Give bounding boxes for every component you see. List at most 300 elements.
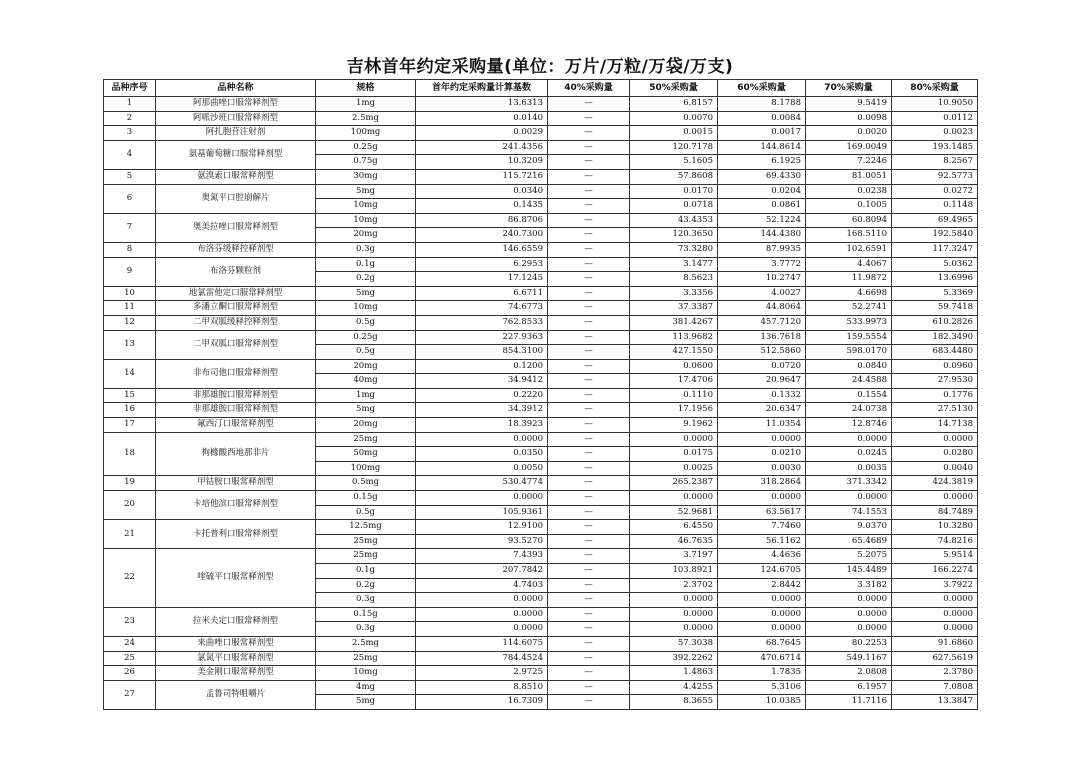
item-number: 19	[104, 476, 156, 491]
base-quantity-cell: 0.0350	[416, 447, 548, 462]
base-quantity-cell: 784.4524	[416, 651, 548, 666]
quantity-70-cell: 6.1957	[806, 680, 892, 695]
quantity-70-cell: 0.0000	[806, 593, 892, 608]
quantity-70-cell: 0.0000	[806, 432, 892, 447]
table-row	[104, 636, 978, 651]
quantity-70-cell: 0.0035	[806, 461, 892, 476]
quantity-80-cell: 0.0000	[892, 432, 978, 447]
base-quantity-cell: 86.8706	[416, 213, 548, 228]
quantity-60-cell: 144.4380	[718, 228, 806, 243]
item-name: 非那雄胺口服常释剂型	[156, 388, 316, 403]
quantity-60-cell: 56.1162	[718, 534, 806, 549]
item-number: 25	[104, 651, 156, 666]
quantity-60-cell: 4.4636	[718, 549, 806, 564]
quantity-40-cell: —	[548, 520, 630, 535]
spec-cell: 0.3g	[316, 593, 416, 608]
item-name: 非那雄胺口服常释剂型	[156, 403, 316, 418]
spec-cell: 20mg	[316, 228, 416, 243]
quantity-60-cell: 6.1925	[718, 155, 806, 170]
quantity-50-cell: 3.7197	[630, 549, 718, 564]
quantity-80-cell: 182.3490	[892, 330, 978, 345]
quantity-80-cell: 84.7489	[892, 505, 978, 520]
spec-cell: 0.5g	[316, 505, 416, 520]
quantity-80-cell: 117.3247	[892, 242, 978, 257]
quantity-80-cell: 0.0000	[892, 593, 978, 608]
base-quantity-cell: 854.3100	[416, 345, 548, 360]
base-quantity-cell: 10.3209	[416, 155, 548, 170]
quantity-70-cell: 3.3182	[806, 578, 892, 593]
spec-cell: 5mg	[316, 695, 416, 710]
table-row	[104, 169, 978, 184]
quantity-60-cell: 0.0000	[718, 432, 806, 447]
item-name: 来曲唑口服常释剂型	[156, 636, 316, 651]
item-name: 阿扎胞苷注射剂	[156, 126, 316, 141]
quantity-70-cell: 24.0738	[806, 403, 892, 418]
base-quantity-cell: 105.9361	[416, 505, 548, 520]
item-number: 2	[104, 111, 156, 126]
spec-cell: 0.5g	[316, 345, 416, 360]
base-quantity-cell: 530.4774	[416, 476, 548, 491]
quantity-60-cell: 10.0385	[718, 695, 806, 710]
quantity-70-cell: 102.6591	[806, 242, 892, 257]
quantity-50-cell: 0.0015	[630, 126, 718, 141]
quantity-50-cell: 113.9682	[630, 330, 718, 345]
base-quantity-cell: 0.1435	[416, 199, 548, 214]
page-title: 吉林首年约定采购量(单位：万片/万粒/万袋/万支)	[346, 57, 734, 77]
quantity-70-cell: 0.1005	[806, 199, 892, 214]
quantity-60-cell: 8.1788	[718, 97, 806, 112]
quantity-40-cell: —	[548, 388, 630, 403]
quantity-70-cell: 0.0000	[806, 491, 892, 506]
quantity-80-cell: 59.7418	[892, 301, 978, 316]
quantity-40-cell: —	[548, 636, 630, 651]
item-name: 枸橼酸西地那非片	[156, 432, 316, 476]
base-quantity-cell: 0.0000	[416, 622, 548, 637]
quantity-40-cell: —	[548, 359, 630, 374]
item-number: 16	[104, 403, 156, 418]
quantity-40-cell: —	[548, 126, 630, 141]
base-quantity-cell: 0.0000	[416, 593, 548, 608]
quantity-70-cell: 159.5554	[806, 330, 892, 345]
spec-cell: 5mg	[316, 403, 416, 418]
quantity-70-cell: 549.1167	[806, 651, 892, 666]
quantity-40-cell: —	[548, 666, 630, 681]
quantity-50-cell: 120.7178	[630, 140, 718, 155]
quantity-50-cell: 17.1956	[630, 403, 718, 418]
item-name: 布洛芬颗粒剂	[156, 257, 316, 286]
header-name: 品种名称	[156, 80, 316, 97]
item-number: 4	[104, 140, 156, 169]
quantity-40-cell: —	[548, 155, 630, 170]
base-quantity-cell: 0.0050	[416, 461, 548, 476]
quantity-60-cell: 10.2747	[718, 272, 806, 287]
base-quantity-cell: 4.7403	[416, 578, 548, 593]
base-quantity-cell: 241.4356	[416, 140, 548, 155]
quantity-40-cell: —	[548, 169, 630, 184]
table-row	[104, 607, 978, 622]
quantity-50-cell: 103.8921	[630, 564, 718, 579]
quantity-60-cell: 63.5617	[718, 505, 806, 520]
quantity-50-cell: 120.3650	[630, 228, 718, 243]
quantity-50-cell: 6.8157	[630, 97, 718, 112]
item-number: 11	[104, 301, 156, 316]
quantity-50-cell: 0.0600	[630, 359, 718, 374]
base-quantity-cell: 13.6313	[416, 97, 548, 112]
item-number: 17	[104, 418, 156, 433]
base-quantity-cell: 16.7309	[416, 695, 548, 710]
base-quantity-cell: 34.3912	[416, 403, 548, 418]
spec-cell: 10mg	[316, 666, 416, 681]
quantity-80-cell: 0.0112	[892, 111, 978, 126]
item-number: 9	[104, 257, 156, 286]
item-number: 3	[104, 126, 156, 141]
table-row	[104, 359, 978, 374]
quantity-60-cell: 0.0030	[718, 461, 806, 476]
quantity-50-cell: 0.0000	[630, 432, 718, 447]
base-quantity-cell: 7.4393	[416, 549, 548, 564]
item-name: 氯氮平口服常释剂型	[156, 651, 316, 666]
quantity-80-cell: 627.5619	[892, 651, 978, 666]
quantity-70-cell: 0.0238	[806, 184, 892, 199]
quantity-60-cell: 0.0084	[718, 111, 806, 126]
base-quantity-cell: 18.3923	[416, 418, 548, 433]
quantity-40-cell: —	[548, 651, 630, 666]
item-number: 13	[104, 330, 156, 359]
header-no: 品种序号	[104, 80, 156, 97]
item-number: 20	[104, 491, 156, 520]
quantity-50-cell: 8.5623	[630, 272, 718, 287]
spec-cell: 100mg	[316, 461, 416, 476]
item-number: 24	[104, 636, 156, 651]
quantity-70-cell: 0.0098	[806, 111, 892, 126]
spec-cell: 0.15g	[316, 491, 416, 506]
quantity-60-cell: 0.0000	[718, 622, 806, 637]
quantity-80-cell: 610.2826	[892, 315, 978, 330]
item-name: 多潘立酮口服常释剂型	[156, 301, 316, 316]
quantity-80-cell: 3.7922	[892, 578, 978, 593]
quantity-40-cell: —	[548, 549, 630, 564]
spec-cell: 0.1g	[316, 257, 416, 272]
quantity-60-cell: 144.8614	[718, 140, 806, 155]
quantity-70-cell: 7.2246	[806, 155, 892, 170]
spec-cell: 0.25g	[316, 330, 416, 345]
quantity-80-cell: 683.4480	[892, 345, 978, 360]
quantity-80-cell: 69.4965	[892, 213, 978, 228]
quantity-80-cell: 0.0023	[892, 126, 978, 141]
item-number: 7	[104, 213, 156, 242]
item-name: 氟西汀口服常释剂型	[156, 418, 316, 433]
spec-cell: 100mg	[316, 126, 416, 141]
item-name: 地氯雷他定口服常释剂型	[156, 286, 316, 301]
base-quantity-cell: 0.0140	[416, 111, 548, 126]
spec-cell: 5mg	[316, 286, 416, 301]
item-name: 二甲双胍口服常释剂型	[156, 330, 316, 359]
quantity-40-cell: —	[548, 111, 630, 126]
quantity-40-cell: —	[548, 345, 630, 360]
quantity-40-cell: —	[548, 140, 630, 155]
item-name: 布洛芬缓释控释剂型	[156, 242, 316, 257]
table-row	[104, 330, 978, 345]
quantity-50-cell: 0.0718	[630, 199, 718, 214]
item-name: 卡托普利口服常释剂型	[156, 520, 316, 549]
item-number: 1	[104, 97, 156, 112]
table-row	[104, 242, 978, 257]
quantity-50-cell: 0.0000	[630, 491, 718, 506]
quantity-80-cell: 27.5130	[892, 403, 978, 418]
item-name: 氨基葡萄糖口服常释剂型	[156, 140, 316, 169]
quantity-60-cell: 0.0000	[718, 491, 806, 506]
quantity-70-cell: 0.0020	[806, 126, 892, 141]
quantity-60-cell: 0.0210	[718, 447, 806, 462]
quantity-40-cell: —	[548, 461, 630, 476]
quantity-50-cell: 17.4706	[630, 374, 718, 389]
quantity-80-cell: 13.6996	[892, 272, 978, 287]
spec-cell: 0.5mg	[316, 476, 416, 491]
quantity-50-cell: 73.3280	[630, 242, 718, 257]
quantity-80-cell: 424.3819	[892, 476, 978, 491]
quantity-70-cell: 81.0051	[806, 169, 892, 184]
spec-cell: 5mg	[316, 184, 416, 199]
quantity-70-cell: 371.3342	[806, 476, 892, 491]
quantity-50-cell: 0.0070	[630, 111, 718, 126]
quantity-40-cell: —	[548, 695, 630, 710]
quantity-60-cell: 0.1332	[718, 388, 806, 403]
quantity-70-cell: 9.0370	[806, 520, 892, 535]
quantity-40-cell: —	[548, 330, 630, 345]
table-row	[104, 549, 978, 564]
quantity-80-cell: 0.1148	[892, 199, 978, 214]
quantity-70-cell: 11.7116	[806, 695, 892, 710]
quantity-40-cell: —	[548, 184, 630, 199]
quantity-80-cell: 8.2567	[892, 155, 978, 170]
quantity-40-cell: —	[548, 97, 630, 112]
header-spec: 规格	[316, 80, 416, 97]
quantity-70-cell: 2.0808	[806, 666, 892, 681]
quantity-50-cell: 2.3702	[630, 578, 718, 593]
quantity-50-cell: 57.8608	[630, 169, 718, 184]
quantity-80-cell: 0.0960	[892, 359, 978, 374]
quantity-50-cell: 8.3655	[630, 695, 718, 710]
spec-cell: 25mg	[316, 432, 416, 447]
quantity-40-cell: —	[548, 578, 630, 593]
table-row	[104, 388, 978, 403]
table-body	[104, 97, 978, 710]
spec-cell: 0.2g	[316, 272, 416, 287]
quantity-60-cell: 4.0027	[718, 286, 806, 301]
quantity-80-cell: 5.3369	[892, 286, 978, 301]
item-number: 18	[104, 432, 156, 476]
quantity-70-cell: 12.8746	[806, 418, 892, 433]
quantity-60-cell: 0.0000	[718, 593, 806, 608]
base-quantity-cell: 2.9725	[416, 666, 548, 681]
quantity-40-cell: —	[548, 242, 630, 257]
quantity-70-cell: 5.2075	[806, 549, 892, 564]
table-row	[104, 651, 978, 666]
item-number: 10	[104, 286, 156, 301]
spec-cell: 0.5g	[316, 315, 416, 330]
spec-cell: 0.2g	[316, 578, 416, 593]
spec-cell: 0.25g	[316, 140, 416, 155]
item-name: 甲钴胺口服常释剂型	[156, 476, 316, 491]
quantity-50-cell: 0.0170	[630, 184, 718, 199]
base-quantity-cell: 0.2220	[416, 388, 548, 403]
spec-cell: 2.5mg	[316, 111, 416, 126]
quantity-60-cell: 3.7772	[718, 257, 806, 272]
quantity-40-cell: —	[548, 272, 630, 287]
quantity-70-cell: 24.4588	[806, 374, 892, 389]
item-name: 卡培他滨口服常释剂型	[156, 491, 316, 520]
quantity-80-cell: 5.9514	[892, 549, 978, 564]
quantity-60-cell: 136.7618	[718, 330, 806, 345]
spec-cell: 20mg	[316, 359, 416, 374]
quantity-40-cell: —	[548, 199, 630, 214]
quantity-50-cell: 0.0175	[630, 447, 718, 462]
spec-cell: 0.3g	[316, 242, 416, 257]
quantity-50-cell: 4.4255	[630, 680, 718, 695]
quantity-60-cell: 5.3106	[718, 680, 806, 695]
quantity-50-cell: 0.0025	[630, 461, 718, 476]
table-row	[104, 432, 978, 447]
quantity-70-cell: 598.0170	[806, 345, 892, 360]
quantity-40-cell: —	[548, 432, 630, 447]
spec-cell: 25mg	[316, 549, 416, 564]
quantity-80-cell: 166.2274	[892, 564, 978, 579]
quantity-40-cell: —	[548, 447, 630, 462]
quantity-80-cell: 0.0280	[892, 447, 978, 462]
quantity-70-cell: 52.2741	[806, 301, 892, 316]
base-quantity-cell: 0.0000	[416, 491, 548, 506]
quantity-80-cell: 92.5773	[892, 169, 978, 184]
item-name: 美金刚口服常释剂型	[156, 666, 316, 681]
spec-cell: 10mg	[316, 199, 416, 214]
table-row	[104, 418, 978, 433]
table-row	[104, 140, 978, 155]
quantity-60-cell: 0.0720	[718, 359, 806, 374]
spec-cell: 25mg	[316, 534, 416, 549]
spec-cell: 1mg	[316, 388, 416, 403]
table-row	[104, 301, 978, 316]
quantity-80-cell: 91.6860	[892, 636, 978, 651]
table-row	[104, 286, 978, 301]
base-quantity-cell: 146.6559	[416, 242, 548, 257]
quantity-80-cell: 13.3847	[892, 695, 978, 710]
item-name: 二甲双胍缓释控释剂型	[156, 315, 316, 330]
quantity-70-cell: 60.8094	[806, 213, 892, 228]
base-quantity-cell: 6.6711	[416, 286, 548, 301]
quantity-70-cell: 145.4489	[806, 564, 892, 579]
spec-cell: 30mg	[316, 169, 416, 184]
quantity-40-cell: —	[548, 476, 630, 491]
quantity-60-cell: 0.0204	[718, 184, 806, 199]
quantity-60-cell: 87.9935	[718, 242, 806, 257]
quantity-80-cell: 10.3280	[892, 520, 978, 535]
spec-cell: 20mg	[316, 418, 416, 433]
table-row	[104, 184, 978, 199]
base-quantity-cell: 227.9363	[416, 330, 548, 345]
table-row	[104, 476, 978, 491]
quantity-40-cell: —	[548, 593, 630, 608]
item-number: 5	[104, 169, 156, 184]
quantity-50-cell: 37.3387	[630, 301, 718, 316]
base-quantity-cell: 0.0000	[416, 607, 548, 622]
item-name: 喹硫平口服常释剂型	[156, 549, 316, 607]
quantity-70-cell: 0.0000	[806, 622, 892, 637]
quantity-50-cell: 43.4353	[630, 213, 718, 228]
quantity-60-cell: 470.6714	[718, 651, 806, 666]
item-name: 奥氮平口腔崩解片	[156, 184, 316, 213]
quantity-40-cell: —	[548, 213, 630, 228]
spec-cell: 40mg	[316, 374, 416, 389]
quantity-60-cell: 512.5860	[718, 345, 806, 360]
base-quantity-cell: 74.6773	[416, 301, 548, 316]
quantity-70-cell: 74.1553	[806, 505, 892, 520]
quantity-70-cell: 533.9973	[806, 315, 892, 330]
base-quantity-cell: 240.7300	[416, 228, 548, 243]
item-number: 21	[104, 520, 156, 549]
table-row	[104, 403, 978, 418]
base-quantity-cell: 0.0000	[416, 432, 548, 447]
quantity-80-cell: 0.0040	[892, 461, 978, 476]
quantity-50-cell: 5.1605	[630, 155, 718, 170]
quantity-60-cell: 318.2864	[718, 476, 806, 491]
quantity-50-cell: 1.4863	[630, 666, 718, 681]
item-number: 12	[104, 315, 156, 330]
quantity-40-cell: —	[548, 286, 630, 301]
quantity-50-cell: 381.4267	[630, 315, 718, 330]
quantity-80-cell: 27.9530	[892, 374, 978, 389]
quantity-50-cell: 0.0000	[630, 593, 718, 608]
base-quantity-cell: 0.1200	[416, 359, 548, 374]
base-quantity-cell: 6.2953	[416, 257, 548, 272]
quantity-40-cell: —	[548, 315, 630, 330]
item-number: 22	[104, 549, 156, 607]
quantity-40-cell: —	[548, 374, 630, 389]
quantity-40-cell: —	[548, 301, 630, 316]
header-40: 40%采购量	[548, 80, 630, 97]
quantity-80-cell: 0.0000	[892, 622, 978, 637]
item-name: 奥美拉唑口服常释剂型	[156, 213, 316, 242]
spec-cell: 2.5mg	[316, 636, 416, 651]
table-row	[104, 111, 978, 126]
quantity-80-cell: 0.0272	[892, 184, 978, 199]
procurement-table	[103, 79, 978, 710]
quantity-40-cell: —	[548, 228, 630, 243]
spec-cell: 0.75g	[316, 155, 416, 170]
item-number: 8	[104, 242, 156, 257]
quantity-40-cell: —	[548, 534, 630, 549]
base-quantity-cell: 115.7216	[416, 169, 548, 184]
base-quantity-cell: 114.6075	[416, 636, 548, 651]
quantity-60-cell: 69.4330	[718, 169, 806, 184]
quantity-70-cell: 80.2253	[806, 636, 892, 651]
quantity-70-cell: 4.4067	[806, 257, 892, 272]
spec-cell: 50mg	[316, 447, 416, 462]
header-row	[104, 80, 978, 97]
base-quantity-cell: 762.8533	[416, 315, 548, 330]
table-row	[104, 666, 978, 681]
quantity-80-cell: 193.1485	[892, 140, 978, 155]
item-number: 15	[104, 388, 156, 403]
quantity-80-cell: 192.5840	[892, 228, 978, 243]
quantity-60-cell: 0.0861	[718, 199, 806, 214]
quantity-40-cell: —	[548, 564, 630, 579]
base-quantity-cell: 207.7842	[416, 564, 548, 579]
quantity-50-cell: 0.1110	[630, 388, 718, 403]
quantity-50-cell: 392.2262	[630, 651, 718, 666]
quantity-50-cell: 3.3356	[630, 286, 718, 301]
quantity-70-cell: 0.0840	[806, 359, 892, 374]
table-row	[104, 520, 978, 535]
